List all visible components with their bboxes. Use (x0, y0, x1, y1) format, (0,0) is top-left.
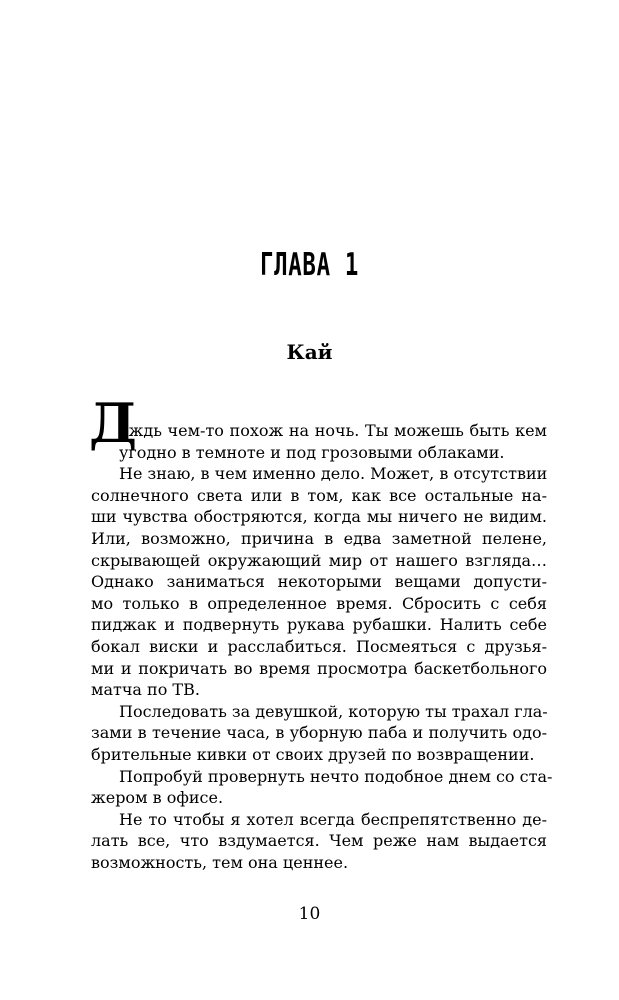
text-line: брительные кивки от своих друзей по возвращении. (91, 744, 535, 764)
chapter-title: ГЛАВА 1 (259, 247, 360, 283)
text-line: угодно в темноте и под грозовыми облаками. (119, 442, 505, 462)
text-line: Последовать за девушкой, которую ты трахал гла- (119, 701, 548, 721)
text-line: ождь чем-то похож на ночь. Ты можешь быть кем (119, 421, 547, 440)
paragraph (91, 701, 547, 766)
text-line: ши чувства обостряются, когда мы ничего не видим. (91, 507, 547, 527)
text-line: Однако заниматься некоторыми вещами допусти- (91, 572, 547, 592)
paragraph (91, 420, 547, 463)
text-line: Попробуй провернуть нечто подобное днем со ста- (119, 766, 553, 786)
text-line: скрывающей окружающий мир от нашего взгляда… (91, 550, 547, 570)
text-line: ми и покричать во время просмотра баскетбольного (91, 658, 547, 678)
text-line: пиджак и подвернуть рукава рубашки. Налить себе (91, 615, 547, 635)
text-line: возможность, тем она ценнее. (91, 852, 349, 872)
text-line: матча по ТВ. (91, 680, 200, 700)
drop-cap: Д (89, 391, 138, 455)
text-line: мо только в определенное время. Сбросить с себя (91, 593, 547, 613)
text-line: жером в офисе. (91, 788, 224, 808)
paragraph (91, 463, 547, 701)
text-line: Или, возможно, причина в едва заметной пелене, (91, 528, 547, 548)
text-line: лать все, что вздумается. Чем реже нам выдается (91, 831, 547, 851)
chapter-body (91, 420, 553, 873)
text-line: бокал виски и расслабиться. Посмеяться с друзья- (91, 636, 547, 656)
paragraph (91, 766, 553, 809)
text-line: Не то чтобы я хотел всегда беспрепятственно де- (119, 809, 547, 829)
text-line: зами в течение часа, в уборную паба и получить одо- (91, 723, 547, 743)
text-line: солнечного света или в том, как все остальные на- (91, 485, 547, 505)
paragraph (91, 809, 547, 874)
text-line: Не знаю, в чем именно дело. Может, в отсутствии (119, 464, 548, 484)
page-number: 10 (298, 904, 321, 924)
chapter-subtitle: Кай (286, 340, 333, 364)
